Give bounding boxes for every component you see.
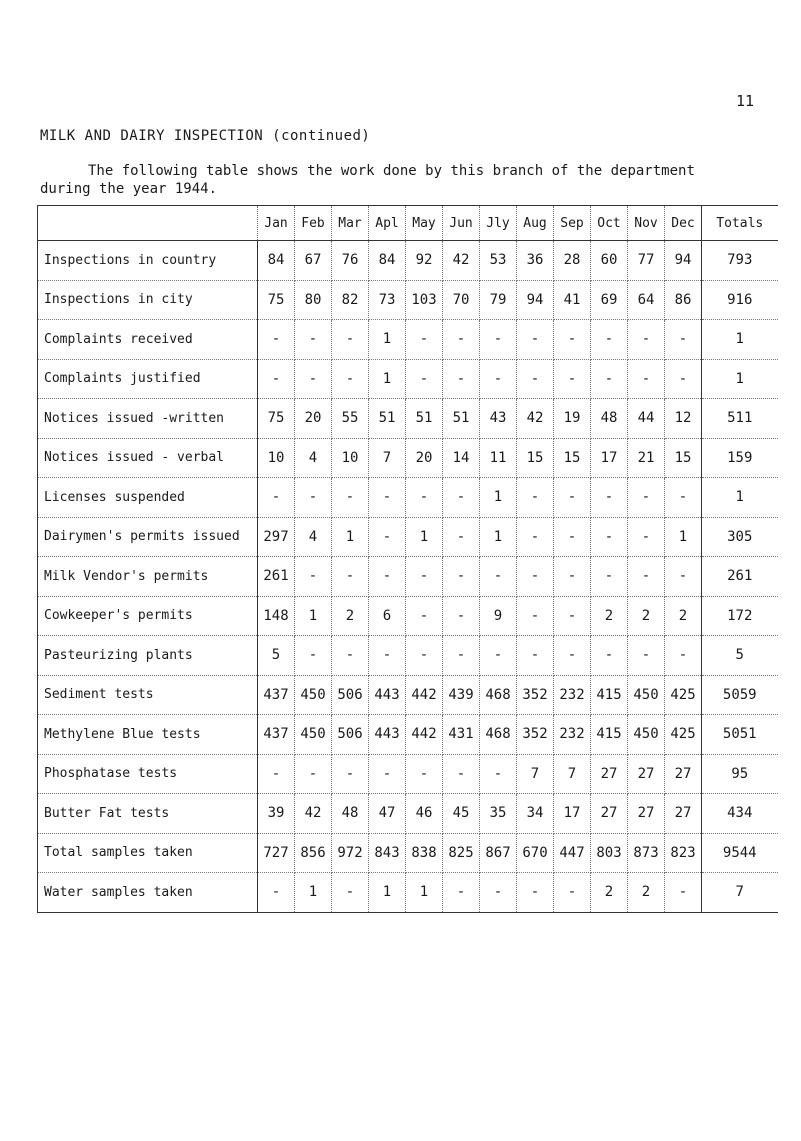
table-cell: - [443, 320, 480, 360]
table-cell: 44 [628, 399, 665, 439]
table-cell: - [369, 557, 406, 597]
table-cell: 431 [443, 715, 480, 755]
table-cell: 425 [665, 675, 702, 715]
table-row [38, 715, 778, 755]
row-label: Inspections in city [38, 280, 258, 320]
row-total: 434 [702, 794, 778, 834]
table-cell: 70 [443, 280, 480, 320]
table-cell: - [258, 320, 295, 360]
row-total: 305 [702, 517, 778, 557]
row-total: 793 [702, 241, 778, 281]
table-cell: - [591, 517, 628, 557]
table-cell: 2 [591, 596, 628, 636]
column-header: Jun [443, 206, 480, 241]
row-total: 5059 [702, 675, 778, 715]
table-cell: 838 [406, 833, 443, 873]
table-cell: 48 [332, 794, 369, 834]
table-cell: 856 [295, 833, 332, 873]
table-header-row [38, 206, 778, 241]
table-cell: - [443, 557, 480, 597]
table-cell: 442 [406, 675, 443, 715]
table-cell: - [665, 873, 702, 913]
table-cell: 43 [480, 399, 517, 439]
table-cell: - [332, 754, 369, 794]
row-total: 916 [702, 280, 778, 320]
table-cell: 1 [369, 320, 406, 360]
table-cell: 77 [628, 241, 665, 281]
table-cell: 27 [628, 794, 665, 834]
table-cell: - [517, 517, 554, 557]
table-cell: 727 [258, 833, 295, 873]
table-cell: - [628, 557, 665, 597]
table-cell: - [258, 359, 295, 399]
table-cell: - [443, 754, 480, 794]
column-header: Mar [332, 206, 369, 241]
table-cell: 103 [406, 280, 443, 320]
table-cell: - [665, 557, 702, 597]
table-cell: 42 [295, 794, 332, 834]
row-label: Complaints justified [38, 359, 258, 399]
table-cell: 2 [628, 596, 665, 636]
table-cell: 443 [369, 675, 406, 715]
table-cell: 468 [480, 675, 517, 715]
table-cell: - [480, 754, 517, 794]
table-cell: 35 [480, 794, 517, 834]
table-cell: 1 [332, 517, 369, 557]
table-cell: 34 [517, 794, 554, 834]
table-row [38, 873, 778, 913]
table-cell: - [628, 478, 665, 518]
table-row [38, 557, 778, 597]
table-cell: 825 [443, 833, 480, 873]
table-cell: 20 [406, 438, 443, 478]
table-cell: - [591, 320, 628, 360]
table-cell: 84 [369, 241, 406, 281]
table-cell: 1 [369, 359, 406, 399]
row-total: 1 [702, 320, 778, 360]
table-cell: 55 [332, 399, 369, 439]
row-label: Cowkeeper's permits [38, 596, 258, 636]
table-cell: 73 [369, 280, 406, 320]
table-cell: - [295, 359, 332, 399]
table-cell: - [517, 873, 554, 913]
table-cell: 425 [665, 715, 702, 755]
table-cell: 64 [628, 280, 665, 320]
table-cell: 6 [369, 596, 406, 636]
table-cell: 69 [591, 280, 628, 320]
table-cell: 450 [295, 715, 332, 755]
table-cell: 450 [628, 675, 665, 715]
table-cell: 506 [332, 675, 369, 715]
table-cell: - [554, 557, 591, 597]
table-cell: 4 [295, 517, 332, 557]
table-cell: - [406, 359, 443, 399]
table-cell: - [406, 596, 443, 636]
table-cell: - [332, 873, 369, 913]
table-cell: 94 [517, 280, 554, 320]
table-cell: - [443, 873, 480, 913]
table-cell: 12 [665, 399, 702, 439]
table-cell: 82 [332, 280, 369, 320]
table-cell: - [295, 320, 332, 360]
table-cell: - [332, 359, 369, 399]
table-cell: 415 [591, 715, 628, 755]
table-row [38, 794, 778, 834]
table-cell: 352 [517, 715, 554, 755]
table-row [38, 517, 778, 557]
section-title: MILK AND DAIRY INSPECTION (continued) [40, 128, 371, 144]
table-cell: 27 [591, 794, 628, 834]
table-cell: 15 [517, 438, 554, 478]
row-label: Sediment tests [38, 675, 258, 715]
row-label: Total samples taken [38, 833, 258, 873]
table-row [38, 320, 778, 360]
table-row [38, 636, 778, 676]
table-cell: 75 [258, 280, 295, 320]
row-label: Notices issued - verbal [38, 438, 258, 478]
row-total: 7 [702, 873, 778, 913]
table-cell: - [443, 596, 480, 636]
table-cell: 28 [554, 241, 591, 281]
table-row [38, 675, 778, 715]
row-total: 5051 [702, 715, 778, 755]
table-cell: 823 [665, 833, 702, 873]
table-cell: 148 [258, 596, 295, 636]
table-cell: 803 [591, 833, 628, 873]
table-cell: 447 [554, 833, 591, 873]
table-cell: - [628, 320, 665, 360]
table-cell: - [480, 359, 517, 399]
row-total: 261 [702, 557, 778, 597]
table-cell: 5 [258, 636, 295, 676]
table-cell: 2 [332, 596, 369, 636]
column-header: Sep [554, 206, 591, 241]
table-cell: 297 [258, 517, 295, 557]
table-cell: - [628, 359, 665, 399]
table-row [38, 833, 778, 873]
table-cell: 11 [480, 438, 517, 478]
row-label: Complaints received [38, 320, 258, 360]
table-cell: - [369, 517, 406, 557]
table-cell: - [480, 557, 517, 597]
table-row [38, 280, 778, 320]
table-cell: 867 [480, 833, 517, 873]
column-header: Oct [591, 206, 628, 241]
table-cell: - [517, 320, 554, 360]
table-cell: 4 [295, 438, 332, 478]
table-cell: - [480, 873, 517, 913]
table-cell: - [295, 478, 332, 518]
row-total: 95 [702, 754, 778, 794]
table-cell: - [554, 320, 591, 360]
table-cell: 94 [665, 241, 702, 281]
column-header: Nov [628, 206, 665, 241]
table-cell: 232 [554, 715, 591, 755]
table-cell: 53 [480, 241, 517, 281]
table-cell: 92 [406, 241, 443, 281]
table-row [38, 596, 778, 636]
row-total: 9544 [702, 833, 778, 873]
table-cell: - [554, 873, 591, 913]
table-cell: 27 [591, 754, 628, 794]
table-cell: 46 [406, 794, 443, 834]
table-cell: - [591, 359, 628, 399]
table-cell: 843 [369, 833, 406, 873]
row-label: Licenses suspended [38, 478, 258, 518]
table-cell: - [406, 478, 443, 518]
table-cell: 42 [517, 399, 554, 439]
table-cell: - [554, 517, 591, 557]
table-cell: - [591, 636, 628, 676]
table-cell: 76 [332, 241, 369, 281]
table-cell: - [554, 478, 591, 518]
table-cell: - [517, 478, 554, 518]
table-cell: - [443, 478, 480, 518]
table-cell: - [258, 873, 295, 913]
table-cell: 261 [258, 557, 295, 597]
row-label: Notices issued -written [38, 399, 258, 439]
table-cell: 19 [554, 399, 591, 439]
table-cell: - [554, 359, 591, 399]
column-header: Apl [369, 206, 406, 241]
table-cell: - [443, 517, 480, 557]
row-label: Water samples taken [38, 873, 258, 913]
table-cell: 670 [517, 833, 554, 873]
intro-line-1: The following table shows the work done by this branch of the department [88, 163, 695, 179]
table-cell: 2 [591, 873, 628, 913]
table-cell: - [406, 320, 443, 360]
table-cell: - [443, 359, 480, 399]
row-total: 172 [702, 596, 778, 636]
table-cell: 1 [295, 873, 332, 913]
table-cell: 10 [332, 438, 369, 478]
table-cell: 67 [295, 241, 332, 281]
table-cell: - [369, 754, 406, 794]
table-row [38, 399, 778, 439]
table-cell: - [517, 557, 554, 597]
table-cell: - [480, 636, 517, 676]
table-cell: 60 [591, 241, 628, 281]
table-cell: - [665, 320, 702, 360]
table-cell: 21 [628, 438, 665, 478]
column-header: Feb [295, 206, 332, 241]
table-cell: 17 [591, 438, 628, 478]
table-row [38, 438, 778, 478]
column-header: Dec [665, 206, 702, 241]
row-total: 159 [702, 438, 778, 478]
table-cell: 47 [369, 794, 406, 834]
table-cell: 79 [480, 280, 517, 320]
table-cell: 39 [258, 794, 295, 834]
table-cell: 80 [295, 280, 332, 320]
table-cell: - [443, 636, 480, 676]
row-label: Pasteurizing plants [38, 636, 258, 676]
intro-text [40, 162, 770, 198]
table-cell: 17 [554, 794, 591, 834]
table-cell: 7 [554, 754, 591, 794]
table-cell: 1 [369, 873, 406, 913]
table-cell: 439 [443, 675, 480, 715]
table-cell: - [591, 557, 628, 597]
table-cell: 442 [406, 715, 443, 755]
page-number: 11 [736, 92, 755, 110]
table-cell: 27 [665, 754, 702, 794]
table-cell: 1 [480, 517, 517, 557]
table-cell: 45 [443, 794, 480, 834]
table-cell: - [295, 636, 332, 676]
table-cell: - [332, 478, 369, 518]
column-header: Jly [480, 206, 517, 241]
row-total: 5 [702, 636, 778, 676]
column-header: May [406, 206, 443, 241]
column-header-totals: Totals [702, 206, 778, 241]
table-cell: - [628, 636, 665, 676]
table-cell: 437 [258, 675, 295, 715]
table-cell: 443 [369, 715, 406, 755]
table-cell: - [517, 636, 554, 676]
table-cell: - [295, 557, 332, 597]
table-cell: - [332, 320, 369, 360]
table-cell: 450 [628, 715, 665, 755]
column-header: Aug [517, 206, 554, 241]
table-cell: 51 [443, 399, 480, 439]
table-cell: - [517, 359, 554, 399]
table-cell: - [406, 636, 443, 676]
table-cell: - [258, 754, 295, 794]
table-cell: - [258, 478, 295, 518]
table-cell: 2 [665, 596, 702, 636]
row-label: Butter Fat tests [38, 794, 258, 834]
row-total: 1 [702, 478, 778, 518]
table-cell: - [628, 517, 665, 557]
table-cell: 42 [443, 241, 480, 281]
row-total: 1 [702, 359, 778, 399]
table-cell: 20 [295, 399, 332, 439]
table-row [38, 359, 778, 399]
table-row [38, 754, 778, 794]
table-cell: 415 [591, 675, 628, 715]
table-cell: 36 [517, 241, 554, 281]
table-cell: 437 [258, 715, 295, 755]
table-cell: 468 [480, 715, 517, 755]
table-cell: 1 [406, 873, 443, 913]
table-cell: 506 [332, 715, 369, 755]
row-label: Inspections in country [38, 241, 258, 281]
table-cell: - [369, 478, 406, 518]
table-cell: - [554, 596, 591, 636]
table-cell: - [554, 636, 591, 676]
row-label: Dairymen's permits issued [38, 517, 258, 557]
row-label: Methylene Blue tests [38, 715, 258, 755]
table-cell: 27 [628, 754, 665, 794]
table-cell: 48 [591, 399, 628, 439]
table-row [38, 241, 778, 281]
inspection-work-table [37, 205, 778, 913]
table-cell: 9 [480, 596, 517, 636]
table-cell: 7 [517, 754, 554, 794]
column-header: Jan [258, 206, 295, 241]
table-cell: 27 [665, 794, 702, 834]
table-cell: 352 [517, 675, 554, 715]
row-total: 511 [702, 399, 778, 439]
table-cell: - [480, 320, 517, 360]
table-cell: 1 [295, 596, 332, 636]
table-cell: - [517, 596, 554, 636]
table-cell: 15 [554, 438, 591, 478]
row-label: Milk Vendor's permits [38, 557, 258, 597]
table-cell: 1 [665, 517, 702, 557]
table-cell: - [406, 754, 443, 794]
table-cell: 41 [554, 280, 591, 320]
table-cell: - [295, 754, 332, 794]
table-cell: - [332, 636, 369, 676]
table-cell: - [591, 478, 628, 518]
table-cell: - [665, 478, 702, 518]
table-cell: 2 [628, 873, 665, 913]
table-cell: 51 [369, 399, 406, 439]
table-cell: - [369, 636, 406, 676]
table-body [38, 241, 778, 913]
table-cell: 84 [258, 241, 295, 281]
table-cell: 7 [369, 438, 406, 478]
table-cell: 15 [665, 438, 702, 478]
table-cell: - [665, 359, 702, 399]
table-cell: 86 [665, 280, 702, 320]
table-cell: - [332, 557, 369, 597]
table-cell: 14 [443, 438, 480, 478]
header-label-cell [38, 206, 258, 241]
table-cell: 873 [628, 833, 665, 873]
table-cell: 1 [406, 517, 443, 557]
table-cell: 450 [295, 675, 332, 715]
table-cell: 232 [554, 675, 591, 715]
table-cell: 75 [258, 399, 295, 439]
table-cell: 972 [332, 833, 369, 873]
table-row [38, 478, 778, 518]
table-cell: 1 [480, 478, 517, 518]
intro-line-2: during the year 1944. [40, 181, 218, 197]
table-cell: 10 [258, 438, 295, 478]
table-cell: - [665, 636, 702, 676]
table-cell: - [406, 557, 443, 597]
row-label: Phosphatase tests [38, 754, 258, 794]
table-cell: 51 [406, 399, 443, 439]
